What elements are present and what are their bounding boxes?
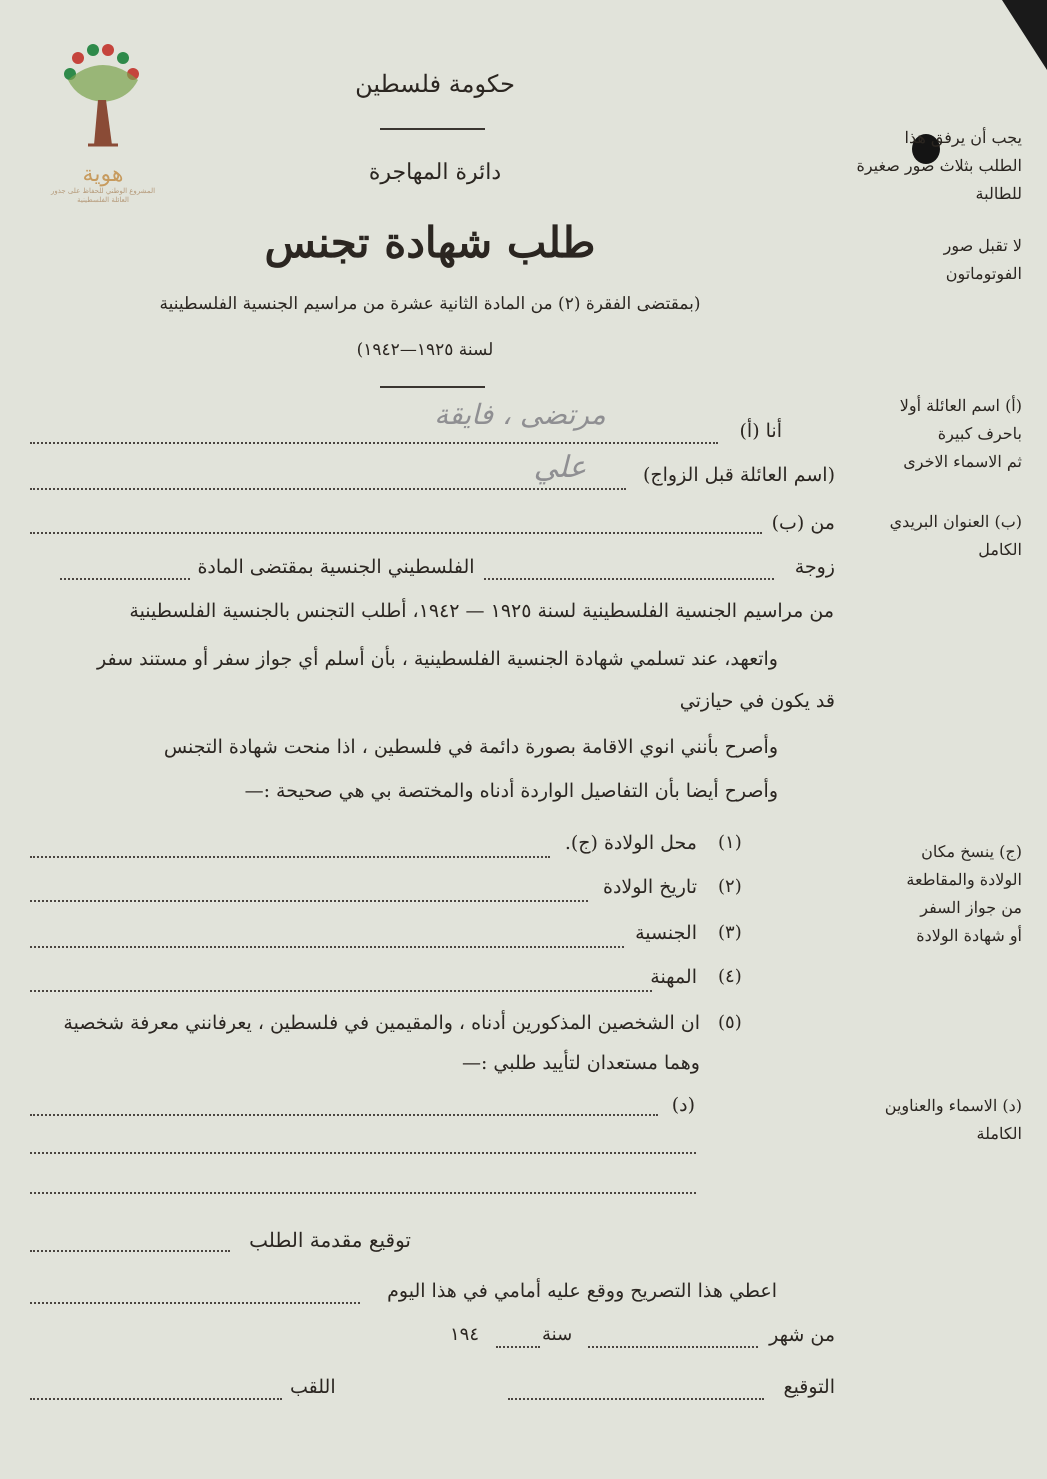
government-heading: حكومة فلسطين <box>355 70 515 98</box>
declaration-line1: وأصرح بأنني انوي الاقامة بصورة دائمة في فلسطين ، اذا منحت شهادة التجنس <box>163 736 778 758</box>
photo-warning-note <box>852 232 1022 288</box>
note-c-line3: من جواز السفر <box>920 898 1022 917</box>
referee-2-field-line[interactable] <box>30 1152 696 1154</box>
department-heading: دائرة المهاجرة <box>368 160 502 185</box>
note-a <box>852 392 1022 476</box>
form-title: طلب شهادة تجنس <box>264 218 596 267</box>
ana-handwritten-value[interactable]: مرتضى ، فايقة <box>434 398 606 431</box>
wife-middle-text: الفلسطيني الجنسية بمقتضى المادة <box>197 556 475 578</box>
family-tree-logo-icon <box>48 40 158 160</box>
photo-requirement-note <box>852 124 1022 208</box>
body-line2: واتعهد، عند تسلمي شهادة الجنسية الفلسطينية ، بأن أسلم أي جواز سفر أو مستند سفر <box>97 648 778 670</box>
body-line1: من مراسيم الجنسية الفلسطينية لسنة ١٩٢٥ — ١٩٤٢، أطلب التجنس بالجنسية الفلسطينية <box>129 600 834 622</box>
official-signature-field-line[interactable] <box>508 1398 764 1400</box>
item-4-number: (٤) <box>718 966 742 987</box>
note-d <box>852 1092 1022 1148</box>
referee-3-field-line[interactable] <box>30 1192 696 1194</box>
note-b <box>852 508 1022 564</box>
maiden-name-field-line[interactable] <box>30 488 626 490</box>
note-c-line4: أو شهادة الولادة <box>916 926 1022 945</box>
applicant-signature-field-line[interactable] <box>30 1250 230 1252</box>
photo-warning-line1: لا تقبل صور <box>943 236 1022 255</box>
item-2-label: تاريخ الولادة <box>603 876 697 898</box>
note-d-line2: الكاملة <box>976 1124 1022 1143</box>
subtitle-divider <box>380 386 485 388</box>
applicant-signature-label: توقيع مقدمة الطلب <box>249 1228 411 1252</box>
attestation-day-field-line[interactable] <box>30 1302 360 1304</box>
nationality-field-line[interactable] <box>30 946 624 948</box>
item-5-line2: وهما مستعدان لتأييد طلبي :— <box>461 1052 700 1074</box>
wife-label: زوجة <box>794 556 835 578</box>
note-c <box>852 838 1022 950</box>
folded-corner <box>1002 0 1047 70</box>
occupation-field-line[interactable] <box>30 990 652 992</box>
form-subtitle-line1: (بمقتضى الفقرة (٢) من المادة الثانية عشرة من مراسيم الجنسية الفلسطينية <box>159 294 701 314</box>
item-4-label: المهنة <box>650 966 697 988</box>
item-2-number: (٢) <box>718 876 742 897</box>
logo-caption: المشروع الوطني للحفاظ على جذور العائلة الفلسطينية <box>50 187 156 204</box>
maiden-name-label: (اسم العائلة قبل الزواج) <box>642 464 835 486</box>
ana-label: أنا (أ) <box>739 420 782 442</box>
photo-note-line3: للطالبة <box>975 184 1022 203</box>
note-b-line1: (ب) العنوان البريدي <box>889 512 1022 531</box>
address-field-line[interactable] <box>30 532 762 534</box>
form-subtitle-line2: لسنة ١٩٢٥—١٩٤٢) <box>356 340 494 360</box>
item-3-number: (٣) <box>718 922 742 943</box>
logo <box>48 40 158 220</box>
note-b-line2: الكامل <box>978 540 1022 559</box>
month-label: من شهر <box>769 1324 835 1346</box>
article-field-line[interactable] <box>60 578 190 580</box>
title-field-line[interactable] <box>30 1398 282 1400</box>
birthdate-field-line[interactable] <box>30 900 588 902</box>
note-a-line2: باحرف كبيرة <box>937 424 1022 443</box>
photo-note-line2: الطلب بثلاث صور صغيرة <box>856 156 1022 175</box>
attestation-line: اعطي هذا التصريح ووقع عليه أمامي في هذا اليوم <box>387 1280 777 1302</box>
body-line3: قد يكون في حيازتي <box>679 690 835 712</box>
logo-name: هوية <box>82 162 124 187</box>
header-divider <box>380 128 485 130</box>
referee-1-field-line[interactable] <box>30 1114 658 1116</box>
item-3-label: الجنسية <box>635 922 697 944</box>
title-label: اللقب <box>290 1376 336 1398</box>
year-field-line[interactable] <box>496 1346 540 1348</box>
item-5-number: (٥) <box>718 1012 742 1033</box>
year-label: سنة <box>542 1324 573 1345</box>
note-a-line3: ثم الاسماء الاخرى <box>903 452 1022 471</box>
address-label: من (ب) <box>771 512 835 534</box>
photo-warning-line2: الفوتوماتون <box>945 264 1022 283</box>
husband-name-field-line[interactable] <box>484 578 774 580</box>
item-1-label: محل الولادة (ج). <box>564 832 697 854</box>
photo-note-line1: يجب أن يرفق هذا <box>904 128 1022 147</box>
signature-label: التوقيع <box>783 1376 835 1398</box>
year-value: ١٩٤ <box>450 1324 480 1345</box>
referees-label: (د) <box>671 1094 695 1116</box>
month-field-line[interactable] <box>588 1346 758 1348</box>
note-c-line2: الولادة والمقاطعة <box>906 870 1022 889</box>
note-a-line1: (أ) اسم العائلة أولا <box>899 396 1022 415</box>
ana-field-line[interactable] <box>30 442 718 444</box>
maiden-name-handwritten-value[interactable]: علي <box>533 450 587 485</box>
item-5-line1: ان الشخصين المذكورين أدناه ، والمقيمين في فلسطين ، يعرفانني معرفة شخصية <box>63 1012 700 1034</box>
note-c-line1: (ج) ينسخ مكان <box>921 842 1022 861</box>
declaration-line2: وأصرح أيضا بأن التفاصيل الواردة أدناه والمختصة بي هي صحيحة :— <box>244 780 778 802</box>
note-d-line1: (د) الاسماء والعناوين <box>884 1096 1022 1115</box>
item-1-number: (١) <box>718 832 742 853</box>
birthplace-field-line[interactable] <box>30 856 550 858</box>
